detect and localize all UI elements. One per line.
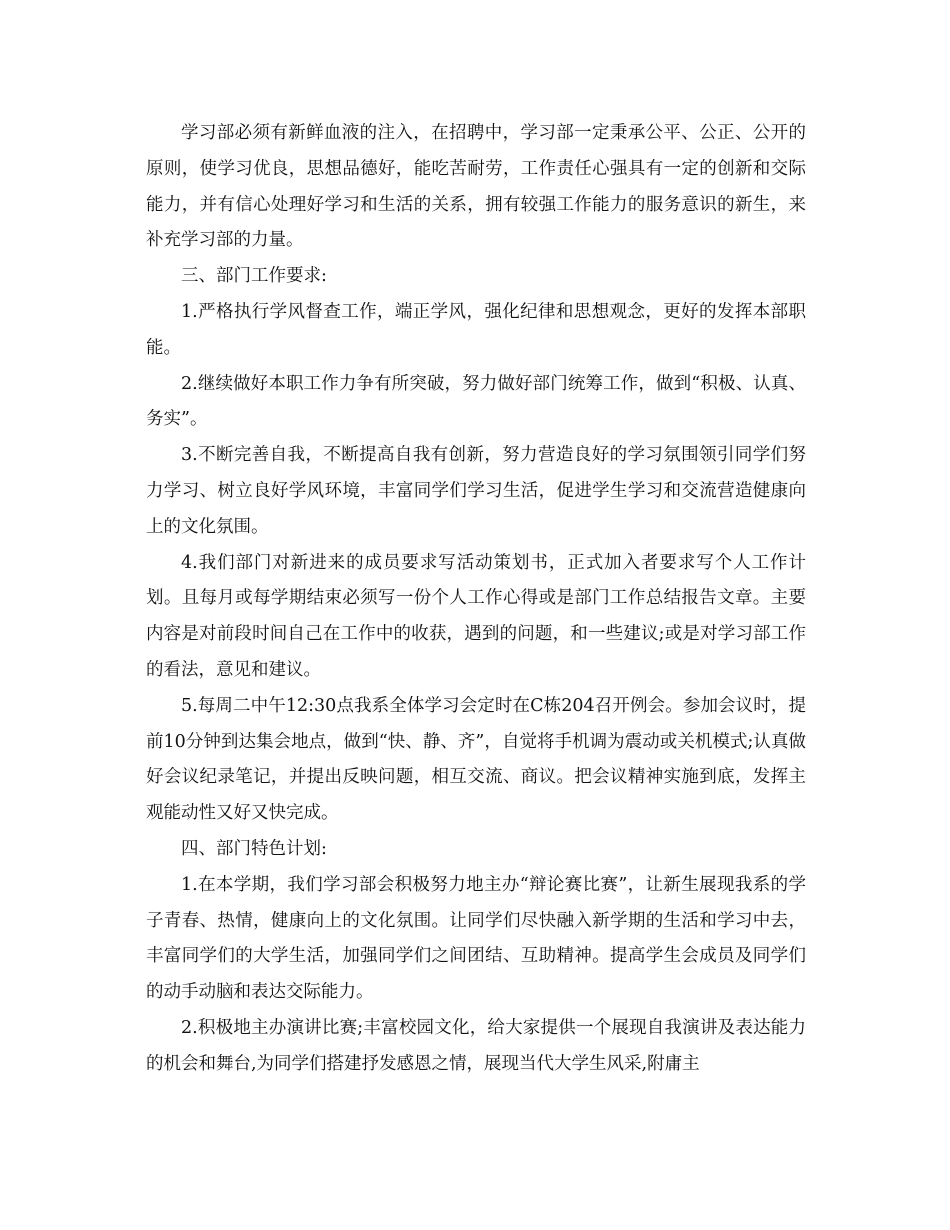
heading-section-3: 三、部门工作要求: <box>181 266 327 287</box>
list-item-plan-1: 1.在本学期，我们学习部会积极努力地主办“辩论赛比赛”，让新生展现我系的学子青春、热情，健康向上的文化氛围。让同学们尽快融入新学期的生活和学习中去，丰富同学们的大学生活，加强同学们之间团结、互助精神。提高学生会成员及同学们的动手动脑和表达交际能力。 <box>146 874 806 1003</box>
list-item-requirement-2: 2.继续做好本职工作力争有所突破，努力做好部门统筹工作，做到“积极、认真、务实”。 <box>146 373 806 430</box>
paragraph-recruitment: 学习部必须有新鲜血液的注入，在招聘中，学习部一定秉承公平、公正、公开的原则，使学习优良，思想品德好，能吃苦耐劳，工作责任心强具有一定的创新和交际能力，并有信心处理好学习和生活的关系，拥有较强工作能力的服务意识的新生，来补充学习部的力量。 <box>146 123 806 251</box>
list-item-requirement-5: 5.每周二中午12:30点我系全体学习会定时在C栋204召开例会。参加会议时，提前10分钟到达集会地点，做到“快、静、齐”，自觉将手机调为震动或关机模式;认真做好会议纪录笔记，并提出反映问题，相互交流、商议。把会议精神实施到底，发挥主观能动性又好又快完成。 <box>146 695 806 824</box>
heading-section-4: 四、部门特色计划: <box>181 838 327 859</box>
document-body <box>146 116 806 1083</box>
list-item-plan-2: 2.积极地主办演讲比赛;丰富校园文化，给大家提供一个展现自我演讲及表达能力的机会和舞台,为同学们搭建抒发感恩之情，展现当代大学生风采,附庸主 <box>146 1017 806 1074</box>
list-item-requirement-4: 4.我们部门对新进来的成员要求写活动策划书，正式加入者要求写个人工作计划。且每月或每学期结束必须写一份个人工作心得或是部门工作总结报告文章。主要内容是对前段时间自己在工作中的收获，遇到的问题，和一些建议;或是对学习部工作的看法，意见和建议。 <box>146 552 806 680</box>
list-item-requirement-3: 3.不断完善自我，不断提高自我有创新，努力营造良好的学习氛围领引同学们努力学习、树立良好学风环境，丰富同学们学习生活，促进学生学习和交流营造健康向上的文化氛围。 <box>146 445 806 537</box>
list-item-requirement-1: 1.严格执行学风督查工作，端正学风，强化纪律和思想观念，更好的发挥本部职能。 <box>146 301 806 358</box>
